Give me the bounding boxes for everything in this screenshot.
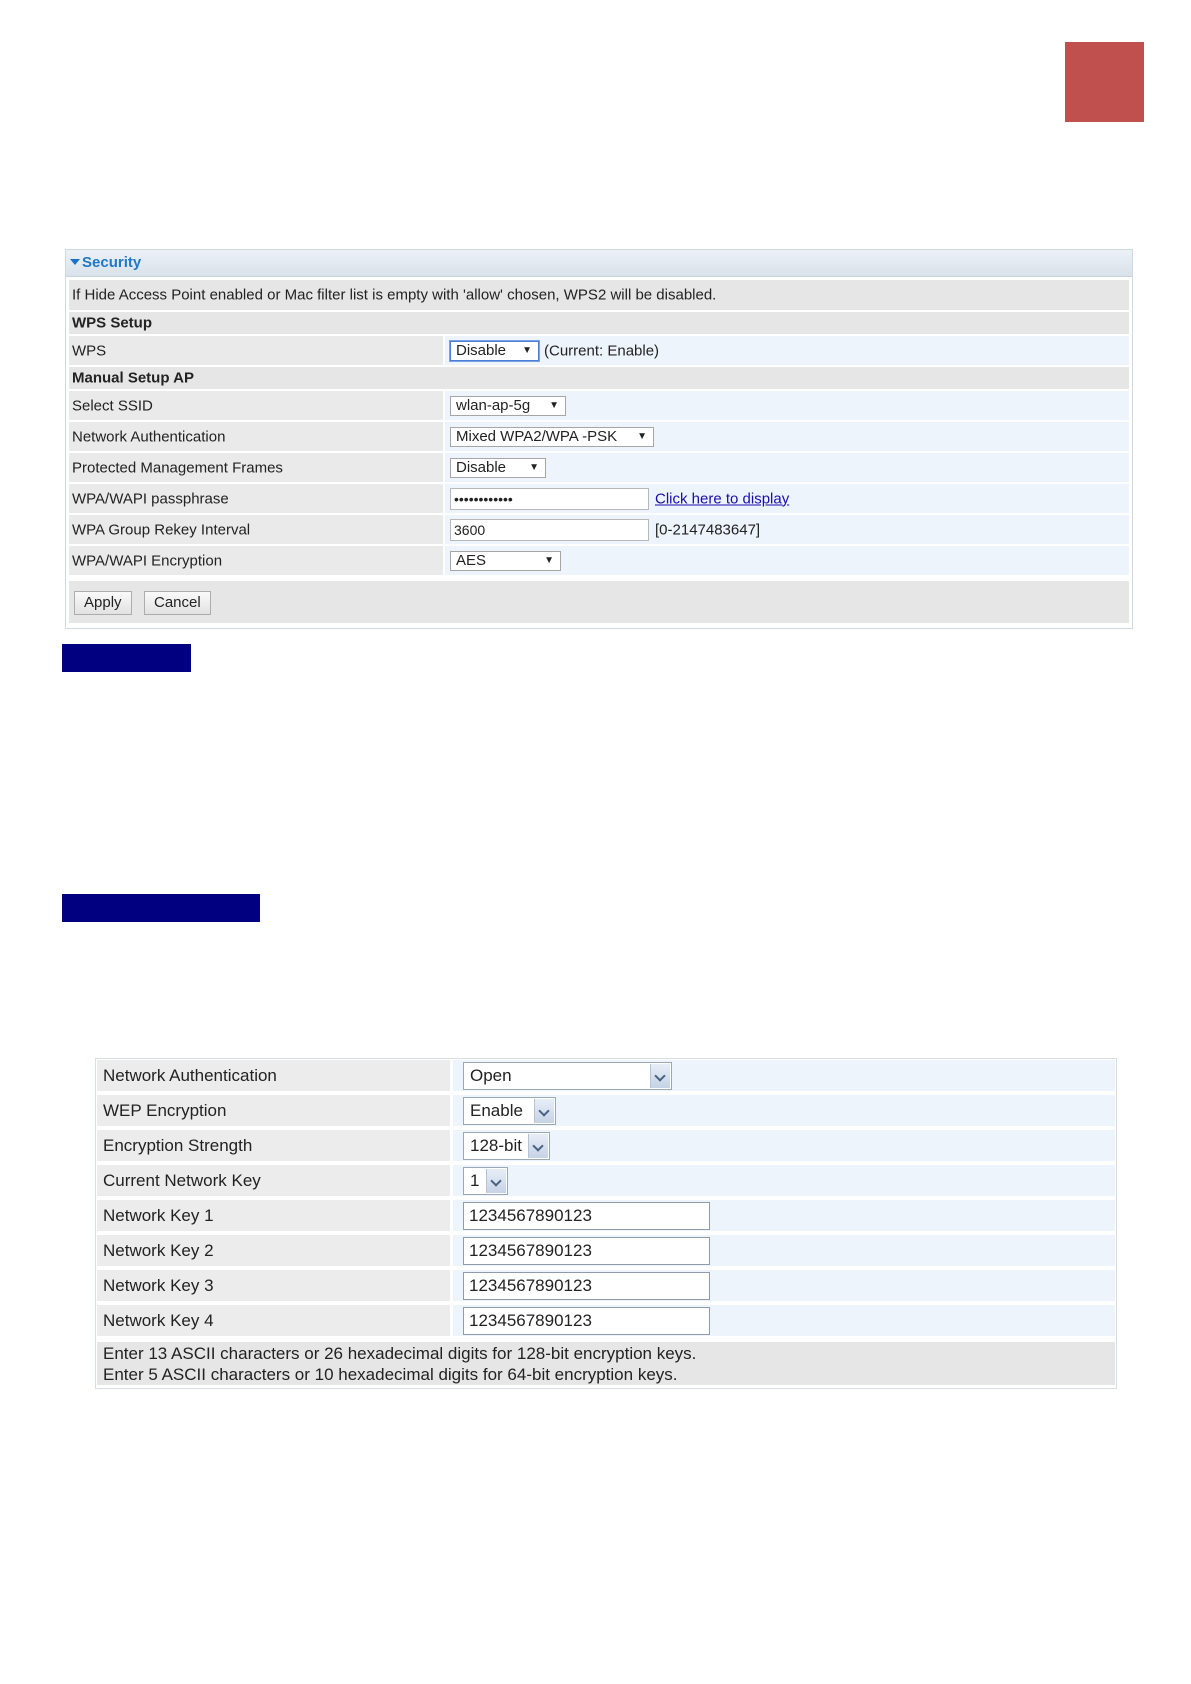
- collapse-triangle-icon[interactable]: [70, 259, 80, 265]
- rekey-label: WPA Group Rekey Interval: [72, 521, 251, 538]
- network-auth-select[interactable]: [450, 427, 654, 447]
- dropdown-arrow-icon: ▼: [637, 430, 647, 442]
- wep-auth-select-value: Open: [470, 1065, 512, 1085]
- wep-settings-panel: [95, 1058, 1117, 1389]
- pmf-select[interactable]: [450, 458, 546, 478]
- wps-setup-heading: WPS Setup: [72, 314, 153, 332]
- rekey-row: [69, 515, 1129, 544]
- network-key-row: [97, 1234, 1115, 1267]
- security-panel-title: Security: [82, 254, 142, 271]
- wps-setup-heading-row: [69, 312, 1129, 334]
- chevron-down-icon: [528, 1134, 548, 1158]
- dropdown-arrow-icon: ▼: [544, 554, 554, 566]
- wep-help-line-64: Enter 5 ASCII characters or 10 hexadecimal digits for 64-bit encryption keys.: [103, 1365, 678, 1384]
- wps-current-status: (Current: Enable): [544, 342, 660, 359]
- encryption-select[interactable]: [450, 551, 561, 571]
- ssid-row: [69, 391, 1129, 420]
- pmf-select-value: Disable: [456, 458, 507, 476]
- current-key-select[interactable]: [463, 1167, 508, 1195]
- wep-encryption-select[interactable]: [463, 1097, 556, 1125]
- network-key-3-input[interactable]: 1234567890123: [463, 1272, 710, 1300]
- wep-encryption-label: WEP Encryption: [103, 1100, 227, 1120]
- network-key-4-input[interactable]: 1234567890123: [463, 1307, 710, 1335]
- network-key-row: [97, 1269, 1115, 1302]
- network-key-label: Network Key 4: [103, 1310, 214, 1330]
- network-key-label: Network Key 2: [103, 1240, 214, 1260]
- section-heading-bar: [62, 644, 191, 672]
- encryption-row: [69, 546, 1129, 575]
- encryption-strength-select-value: 128-bit: [470, 1135, 522, 1155]
- wep-auth-row: [97, 1059, 1115, 1092]
- wps-select[interactable]: [450, 341, 539, 361]
- wep-key-help-text: [97, 1342, 1115, 1385]
- network-auth-label: Network Authentication: [72, 428, 226, 445]
- encryption-strength-select[interactable]: [463, 1132, 550, 1160]
- section-heading-bar: [62, 894, 260, 922]
- action-buttons-row: [69, 581, 1129, 623]
- network-key-label: Network Key 3: [103, 1275, 214, 1295]
- passphrase-input[interactable]: ••••••••••••: [450, 488, 649, 510]
- wps-label: WPS: [72, 342, 107, 359]
- chevron-down-icon: [534, 1099, 554, 1123]
- encryption-strength-row: [97, 1129, 1115, 1162]
- cancel-button[interactable]: Cancel: [144, 591, 211, 615]
- rekey-interval-input[interactable]: 3600: [450, 519, 649, 541]
- wps-select-value: Disable: [456, 341, 507, 359]
- network-key-label: Network Key 1: [103, 1205, 214, 1225]
- apply-button[interactable]: Apply: [74, 591, 132, 615]
- ssid-select-value: wlan-ap-5g: [456, 396, 531, 414]
- wep-help-line-128: Enter 13 ASCII characters or 26 hexadecimal digits for 128-bit encryption keys.: [103, 1344, 697, 1363]
- encryption-select-value: AES: [456, 551, 487, 569]
- dropdown-arrow-icon: ▼: [529, 461, 539, 473]
- wep-encryption-row: [97, 1094, 1115, 1127]
- manual-setup-heading-row: [69, 367, 1129, 389]
- wps2-notice: If Hide Access Point enabled or Mac filter list is empty with 'allow' chosen, WPS2 will be disabled.: [72, 286, 717, 304]
- dropdown-arrow-icon: ▼: [522, 344, 532, 356]
- rekey-range-hint: [0-2147483647]: [655, 521, 761, 538]
- security-panel: [65, 249, 1133, 629]
- wep-auth-label: Network Authentication: [103, 1065, 277, 1085]
- network-key-2-input[interactable]: 1234567890123: [463, 1237, 710, 1265]
- show-passphrase-link[interactable]: Click here to display: [655, 490, 790, 507]
- passphrase-row: [69, 484, 1129, 513]
- network-key-row: [97, 1199, 1115, 1232]
- security-panel-header[interactable]: [66, 250, 1132, 277]
- chevron-down-icon: [650, 1064, 670, 1088]
- wps-row: [69, 336, 1129, 365]
- wps2-notice-row: [69, 280, 1129, 310]
- network-key-row: [97, 1304, 1115, 1337]
- current-key-row: [97, 1164, 1115, 1197]
- pmf-label: Protected Management Frames: [72, 459, 283, 476]
- wep-encryption-select-value: Enable: [470, 1100, 523, 1120]
- passphrase-label: WPA/WAPI passphrase: [72, 490, 229, 507]
- pmf-row: [69, 453, 1129, 482]
- page-corner-marker: [1065, 42, 1144, 122]
- ssid-label: Select SSID: [72, 397, 153, 414]
- network-key-1-input[interactable]: 1234567890123: [463, 1202, 710, 1230]
- chevron-down-icon: [486, 1169, 506, 1193]
- auth-row: [69, 422, 1129, 451]
- manual-setup-heading: Manual Setup AP: [72, 369, 194, 387]
- current-key-label: Current Network Key: [103, 1170, 261, 1190]
- dropdown-arrow-icon: ▼: [549, 399, 559, 411]
- ssid-select[interactable]: [450, 396, 566, 416]
- network-auth-select-value: Mixed WPA2/WPA -PSK: [456, 427, 618, 445]
- wep-auth-select[interactable]: [463, 1062, 672, 1090]
- current-key-select-value: 1: [470, 1170, 480, 1190]
- encryption-strength-label: Encryption Strength: [103, 1135, 253, 1155]
- encryption-label: WPA/WAPI Encryption: [72, 552, 223, 569]
